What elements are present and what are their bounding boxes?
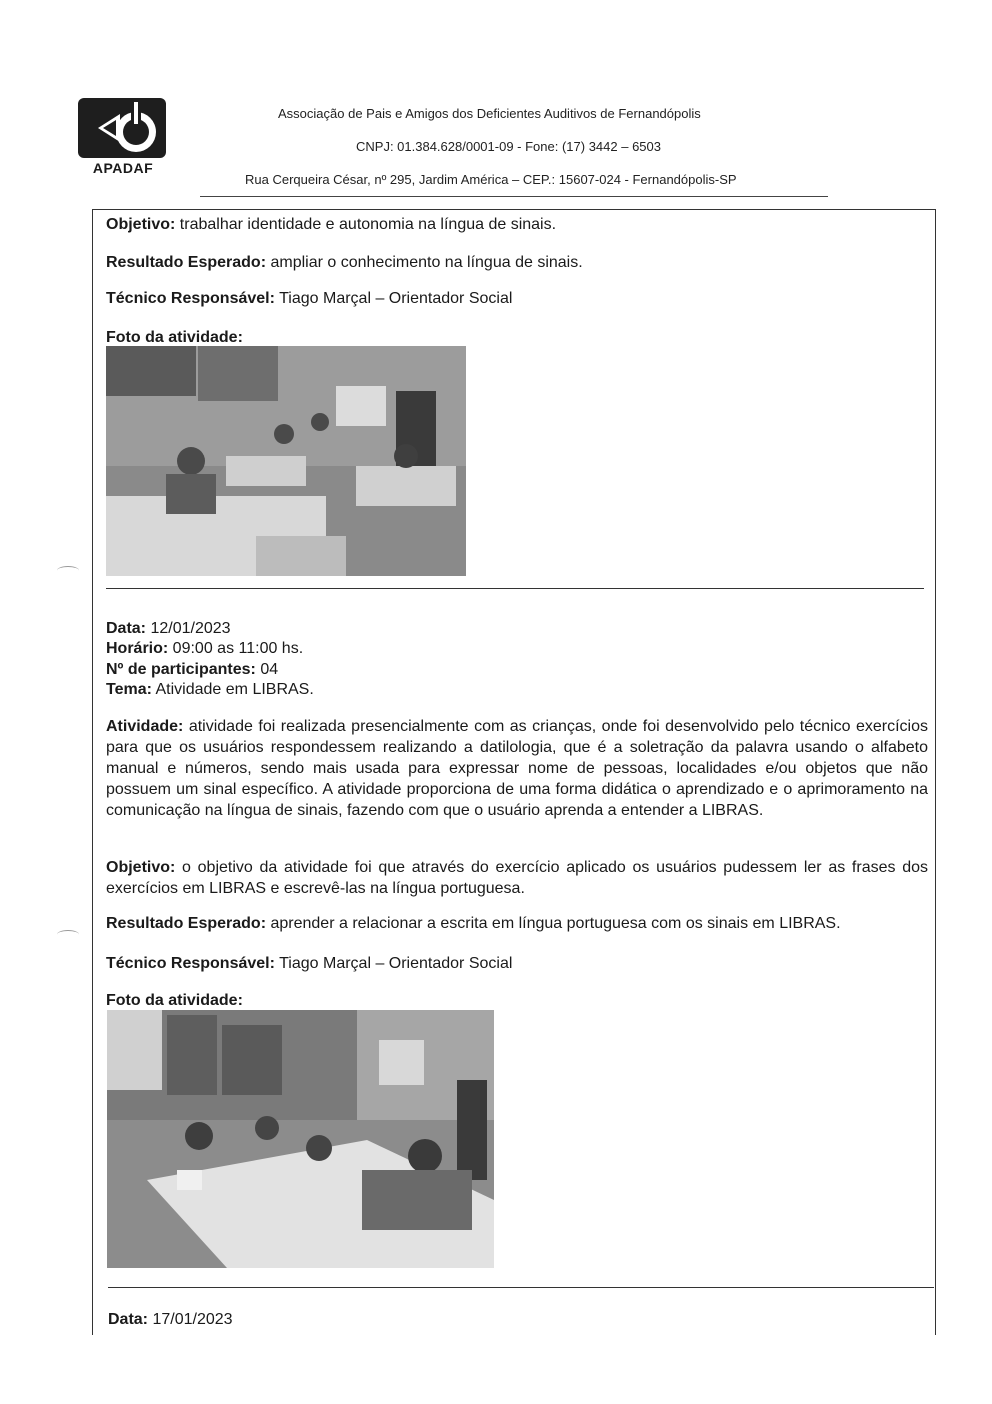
org-name: Associação de Pais e Amigos dos Deficientes Auditivos de Fernandópolis xyxy=(278,106,701,121)
data-2: Data: 12/01/2023 xyxy=(106,620,231,637)
activity-photo-2 xyxy=(107,1010,494,1268)
logo-text: APADAF xyxy=(92,160,154,176)
content-frame-top xyxy=(92,209,935,210)
activity-photo-1 xyxy=(106,346,466,576)
participantes-2: Nº de participantes: 04 xyxy=(106,661,279,678)
tecnico-2: Técnico Responsável: Tiago Marçal – Orientador Social xyxy=(106,955,513,972)
tecnico-1: Técnico Responsável: Tiago Marçal – Orientador Social xyxy=(106,290,513,307)
objetivo-1: Objetivo: trabalhar identidade e autonomia na língua de sinais. xyxy=(106,216,557,233)
cnpj-phone: CNPJ: 01.384.628/0001-09 - Fone: (17) 3442 – 6503 xyxy=(356,139,661,154)
content-frame-left xyxy=(92,209,93,1335)
atividade-2: Atividade: atividade foi realizada presencialmente com as crianças, onde foi desenvolvido pelo técnico exercícios para que os usuários respondessem realizando a datilologia, que é a soletração da palavra usando o alfabeto manual e números, sendo mais usada para expressar nome de pessoas, localidades e/ou objetos que não possuem um sinal específico. A atividade proporciona de uma forma didática o aprendizado e o aprimoramento na comunicação na língua de sinais, fazendo com que o usuário aprenda a entender a LIBRAS. xyxy=(106,718,928,819)
foto-label-1: Foto da atividade: xyxy=(106,329,243,346)
foto-label-2: Foto da atividade: xyxy=(106,992,243,1009)
header-divider xyxy=(200,196,828,197)
tema-2: Tema: Atividade em LIBRAS. xyxy=(106,681,314,698)
section-divider-1 xyxy=(106,588,924,589)
scan-mark-2 xyxy=(57,930,79,939)
address: Rua Cerqueira César, nº 295, Jardim América – CEP.: 15607-024 - Fernandópolis-SP xyxy=(245,172,737,187)
resultado-2: Resultado Esperado: aprender a relacionar a escrita em língua portuguesa com os sinais em LIBRAS. xyxy=(106,915,841,932)
resultado-1: Resultado Esperado: ampliar o conhecimento na língua de sinais. xyxy=(106,254,583,271)
scan-mark-1 xyxy=(57,566,79,575)
content-frame-right xyxy=(935,209,936,1335)
horario-2: Horário: 09:00 as 11:00 hs. xyxy=(106,640,304,657)
objetivo-2: Objetivo: o objetivo da atividade foi que através do exercício aplicado os usuários pudessem ler as frases dos exercícios em LIBRAS e escrevê-las na língua portuguesa. xyxy=(106,859,928,897)
data-3: Data: 17/01/2023 xyxy=(108,1311,233,1328)
section-divider-2 xyxy=(108,1287,934,1288)
